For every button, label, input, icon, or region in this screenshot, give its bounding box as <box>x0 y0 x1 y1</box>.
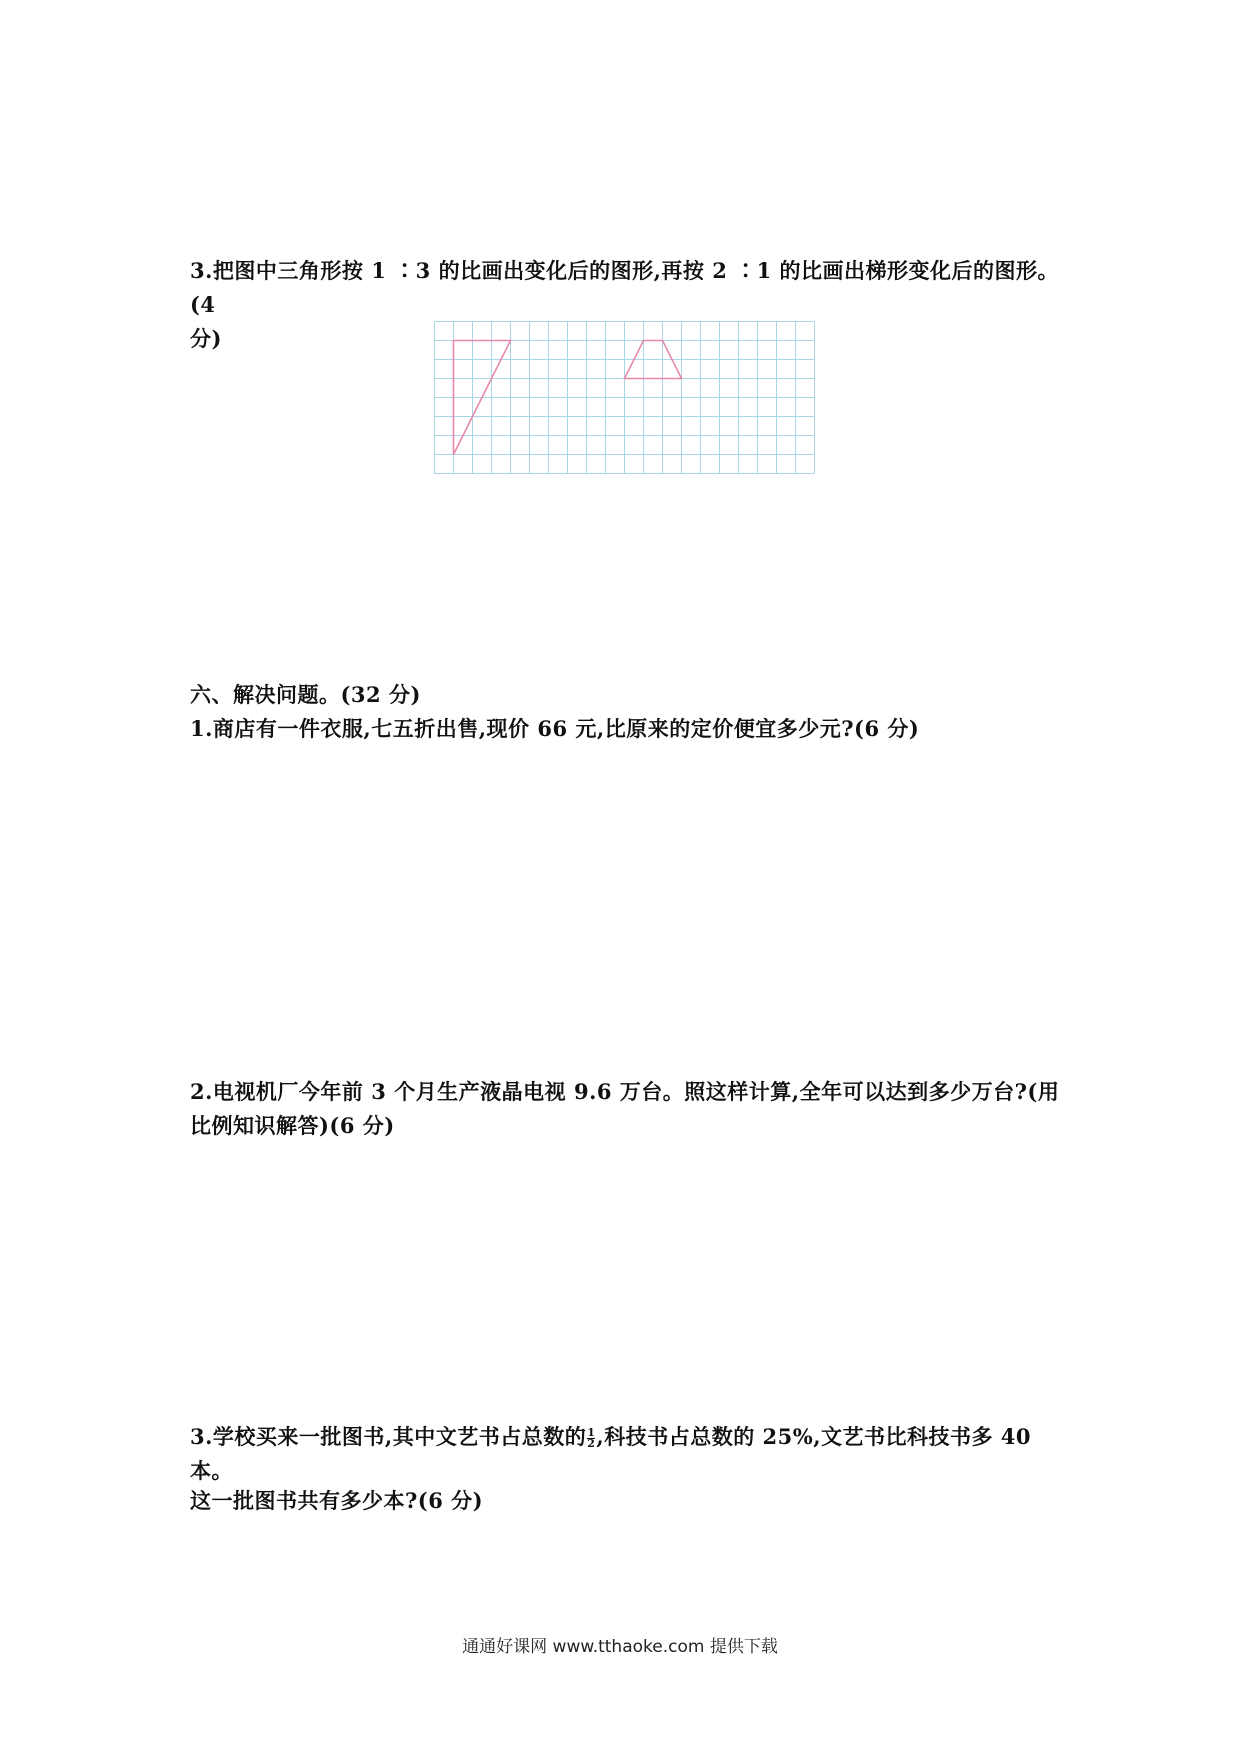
footer <box>0 1632 1240 1657</box>
fraction-one-half <box>587 1428 595 1449</box>
problem-3-line2: 这一批图书共有多少本?(6 分) <box>190 1488 484 1513</box>
problem-3 <box>190 1420 1070 1488</box>
section-6-heading: 六、解决问题。(32 分) <box>190 682 421 707</box>
problem-2-line2: 比例知识解答)(6 分) <box>190 1113 395 1138</box>
problem-2 <box>190 1075 1070 1143</box>
problem-3-text-after: ,科技书占总数的 25%,文艺书比科技书多 40 本。 <box>190 1424 1032 1483</box>
fraction-numerator: 1 <box>587 1426 596 1439</box>
fraction-denominator: 2 <box>587 1437 596 1450</box>
question-3-line2: 分) <box>190 326 222 351</box>
question-3-line1: 3.把图中三角形按 1 ∶3 的比画出变化后的图形,再按 2 ∶1 的比画出梯形变化后的图形。(4 <box>190 258 1060 317</box>
grid-figure <box>434 321 815 474</box>
problem-1: 1.商店有一件衣服,七五折出售,现价 66 元,比原来的定价便宜多少元?(6 分) <box>190 716 920 741</box>
problem-3-text-before: 3.学校买来一批图书,其中文艺书占总数的 <box>190 1424 587 1449</box>
problem-2-line1: 2.电视机厂今年前 3 个月生产液晶电视 9.6 万台。照这样计算,全年可以达到多少万台?(用 <box>190 1079 1060 1104</box>
footer-text: 通通好课网 www.tthaoke.com 提供下载 <box>462 1637 778 1657</box>
